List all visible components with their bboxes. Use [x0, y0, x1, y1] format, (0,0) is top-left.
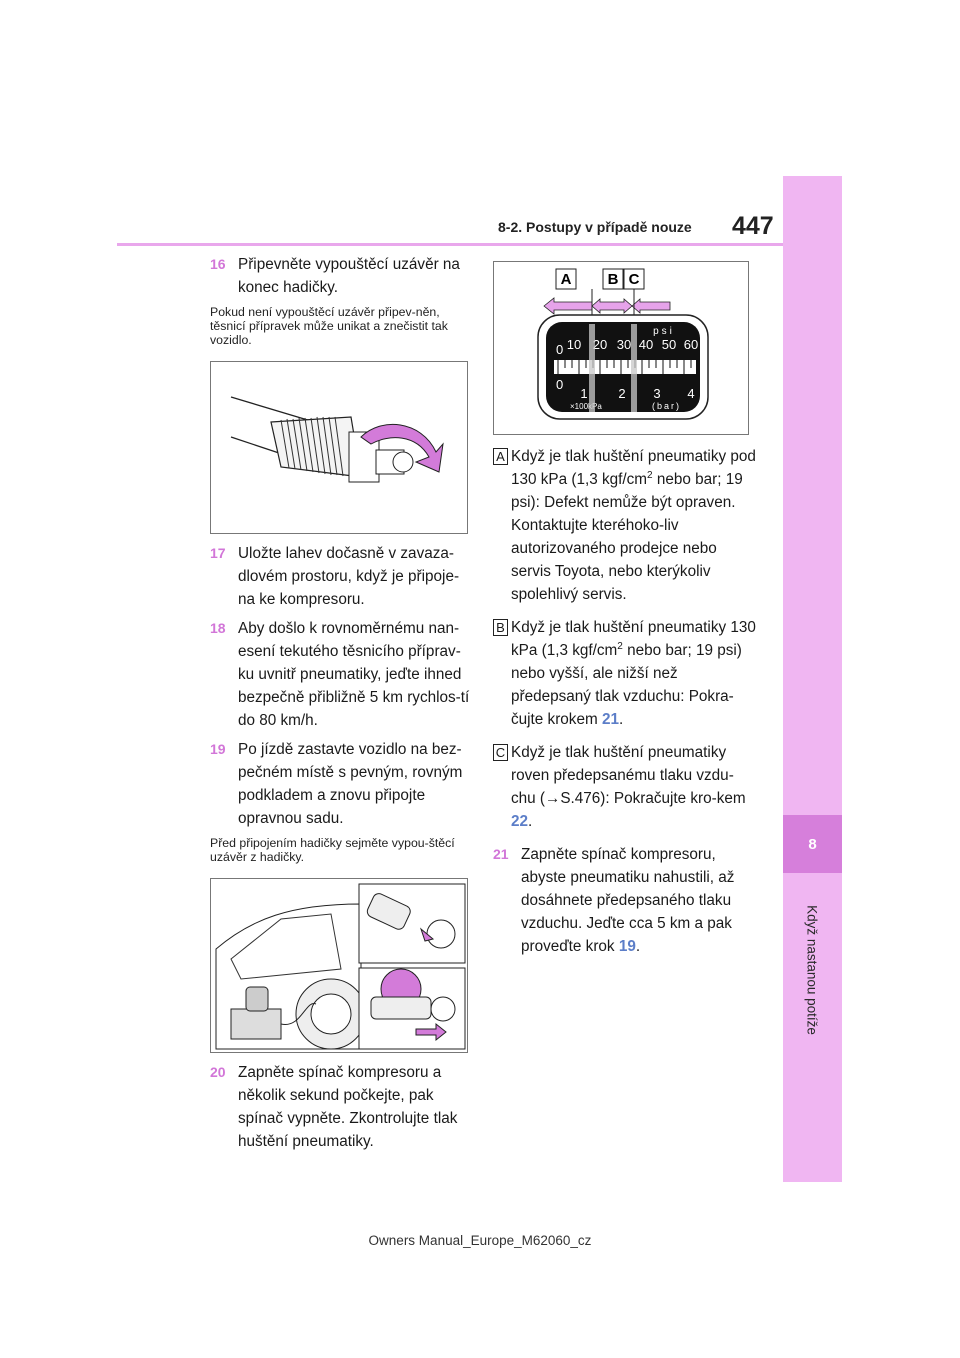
bar-tick-label: 3 — [653, 386, 661, 401]
item-a — [493, 445, 756, 606]
item-text: Když je tlak huštění pneumatiky 130 kPa (1,3 kgf/cm — [511, 619, 756, 659]
step-21 — [493, 843, 756, 958]
psi-tick-label: 0 — [556, 342, 564, 357]
step-text: Aby došlo k rovnoměrnému nan-esení tekutého těsnicího příprav-ku uvnitř pneumatiky, jeďte ihned bezpečně přibližně 5 km rychlos-tí do 80 km/h. — [238, 620, 470, 729]
page-reference[interactable]: S.476): Pokračujte kro-kem — [560, 790, 746, 807]
item-b — [493, 616, 756, 731]
note-16: Pokud není vypouštěcí uzávěr připev-něn, těsnicí přípravek může unikat a znečistit tak vozidlo. — [210, 305, 448, 347]
item-letter: C — [493, 744, 508, 761]
bar-tick-label: 4 — [687, 386, 695, 401]
arrow-b-icon — [592, 299, 632, 313]
step-number: 17 — [210, 545, 226, 561]
item-text: . — [618, 711, 624, 728]
step-reference: 19 — [618, 938, 636, 955]
psi-unit: psi — [653, 326, 675, 337]
hose-cap-illustration — [211, 362, 467, 533]
chapter-title: Když nastanou potíže — [804, 905, 820, 1035]
psi-tick-label: 60 — [683, 337, 699, 352]
step-text: . — [635, 938, 641, 955]
step-text: Zapněte spínač kompresoru, abyste pneumatiku nahustili, až dosáhnete předepsaného tlaku vzduchu. Jeďte cca 5 km a pak proveďte krok — [521, 846, 735, 955]
step-text: Uložte lahev dočasně v zavaza-dlovém prostoru, když je připoje-na ke kompresoru. — [238, 545, 460, 608]
psi-tick-label: 20 — [592, 337, 608, 352]
step-number: 16 — [210, 256, 226, 272]
item-text: nebo bar; 19 psi) nebo vyšší, ale nižší než předepsaný tlak vzduchu: Pokra-čujte krokem — [511, 642, 742, 728]
pressure-gauge-illustration — [494, 262, 748, 434]
label-a: A — [560, 271, 572, 288]
item-c — [493, 741, 756, 833]
gauge-scale-strip — [554, 360, 696, 374]
step-19 — [210, 738, 472, 830]
step-text: Po jízdě zastavte vozidlo na bez-pečném místě s pevným, rovným podkladem a znovu připojte opravnou sadu. — [238, 741, 463, 827]
figure-hose-connection — [210, 878, 468, 1053]
kpa-unit: ×100kPa — [570, 402, 602, 411]
step-18 — [210, 617, 472, 732]
chapter-number: 8 — [783, 815, 842, 873]
note-19: Před připojením hadičky sejměte vypou-štěcí uzávěr z hadičky. — [210, 836, 455, 864]
step-number: 18 — [210, 620, 226, 636]
psi-tick-label: 30 — [616, 337, 632, 352]
section-title: 8-2. Postupy v případě nouze — [498, 219, 692, 235]
item-text: nebo bar; 19 psi): Defekt nemůže být opraven. Kontaktujte kteréhoko-liv autorizovaného prodejce nebo servis Toyota, nebo kterýkoliv spolehlivý servis. — [511, 471, 743, 603]
item-letter: B — [493, 619, 508, 636]
bar-tick-label: 2 — [618, 386, 626, 401]
header-rule — [117, 243, 783, 246]
superscript: 2 — [617, 640, 623, 652]
label-b: B — [607, 271, 619, 288]
car-compressor-illustration — [211, 879, 467, 1052]
step-20 — [210, 1061, 472, 1153]
step-reference: 21 — [601, 711, 619, 728]
step-text: Připevněte vypouštěcí uzávěr na konec hadičky. — [238, 256, 460, 296]
step-17 — [210, 542, 472, 611]
psi-tick-label: 10 — [566, 337, 582, 352]
figure-pressure-gauge — [493, 261, 749, 435]
step-number: 20 — [210, 1064, 226, 1080]
bar-unit: (bar) — [652, 401, 682, 411]
psi-tick-label: 40 — [638, 337, 654, 352]
psi-tick-label: 50 — [661, 337, 677, 352]
figure-drain-cap — [210, 361, 468, 534]
step-16 — [210, 253, 472, 299]
page-number: 447 — [732, 212, 774, 240]
step-number: 19 — [210, 741, 226, 757]
bar-tick-label: 1 — [580, 386, 588, 401]
label-c: C — [628, 271, 640, 288]
step-reference: 22 — [511, 813, 529, 830]
footer-text: Owners Manual_Europe_M62060_cz — [368, 1233, 592, 1248]
left-column — [210, 253, 472, 1159]
arrow-c-icon — [632, 299, 670, 313]
right-column — [493, 261, 756, 964]
item-text: Když je tlak huštění pneumatiky pod 130 kPa (1,3 kgf/cm — [511, 448, 756, 488]
item-letter: A — [493, 448, 508, 465]
arrow-right-icon: → — [545, 790, 561, 807]
item-text: Když je tlak huštění pneumatiky roven předepsanému tlaku vzdu-chu ( — [511, 744, 734, 807]
arrow-a-icon — [544, 298, 592, 314]
bar-tick-label: 0 — [556, 377, 564, 392]
superscript: 2 — [647, 469, 653, 481]
step-number: 21 — [493, 846, 509, 862]
item-text: . — [528, 813, 533, 830]
step-text: Zapněte spínač kompresoru a několik sekund počkejte, pak spínač vypněte. Zkontrolujte tlak huštění pneumatiky. — [238, 1064, 458, 1150]
